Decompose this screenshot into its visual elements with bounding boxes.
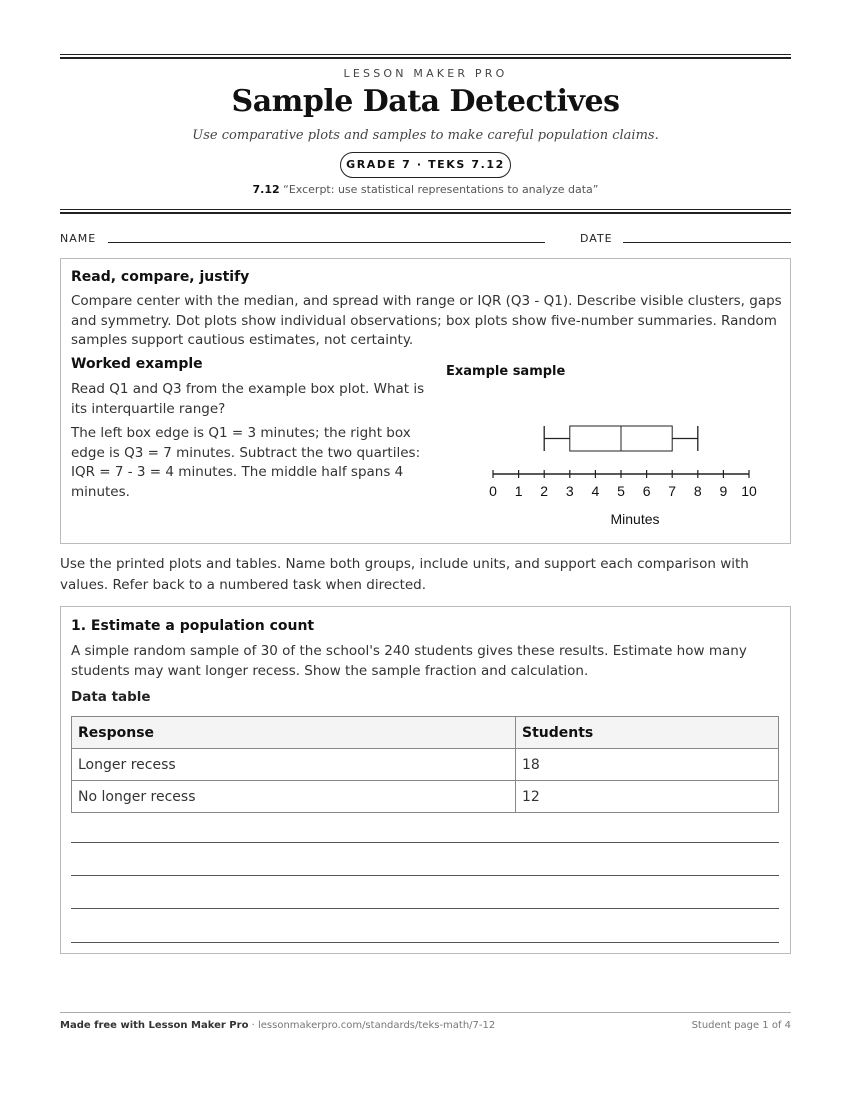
x-tick-label: 4 [591,483,600,499]
x-tick-label: 1 [514,483,523,499]
task-1-card [60,606,791,954]
x-tick-label: 8 [693,483,702,499]
x-axis-label: Minutes [610,511,660,527]
x-tick-label: 10 [741,483,757,499]
task-1-heading: 1. Estimate a population count [71,618,315,634]
name-field[interactable] [108,242,545,243]
task-1-body: A simple random sample of 30 of the school's 240 students gives these results. Estimate how many students may want longer recess. Show the sample fraction and calculation. [71,643,747,679]
example-box-plot [471,414,771,534]
x-tick-label: 6 [642,483,651,499]
footer-made-with: Made free with Lesson Maker Pro [60,1020,249,1031]
worked-example-question: Read Q1 and Q3 from the example box plot. What is its interquartile range? [71,381,425,417]
x-tick-label: 2 [540,483,549,499]
answer-line[interactable] [71,908,779,909]
table-cell: 18 [516,749,779,781]
page-title: Sample Data Detectives [231,84,620,119]
instructions-text: Use the printed plots and tables. Name both groups, include units, and support each comparison with values. Refer back to a numbered task when directed. [60,556,749,593]
standard-excerpt: “Excerpt: use statistical representations to analyze data” [283,183,599,196]
intro-card [60,258,791,544]
page-subtitle: Use comparative plots and samples to make careful population claims. [192,128,659,143]
brand-name: LESSON MAKER PRO [343,67,508,80]
answer-line[interactable] [71,842,779,843]
intro-heading: Read, compare, justify [71,269,250,285]
date-field[interactable] [623,242,791,243]
date-label: DATE [580,232,613,245]
x-tick-label: 9 [719,483,728,499]
table-row [72,749,779,781]
footer-page-number: Student page 1 of 4 [691,1020,791,1031]
table-row [72,781,779,813]
x-tick-label: 0 [489,483,497,499]
name-label: NAME [60,232,97,245]
table-cell: No longer recess [72,781,516,813]
column-header-students: Students [516,717,779,749]
answer-line[interactable] [71,875,779,876]
chart-title: Example sample [446,364,566,379]
footer-url: · lessonmakerpro.com/standards/teks-math/7-12 [248,1020,496,1031]
intro-body: Compare center with the median, and spread with range or IQR (Q3 - Q1). Describe visible clusters, gaps and symmetry. Dot plots show individual observations; box plots show five-number summaries. Random samples support cautious estimates, not certainty. [71,293,782,348]
standard-code: 7.12 [252,183,280,196]
table-cell: 12 [516,781,779,813]
x-tick-label: 3 [565,483,574,499]
table-header-row [72,717,779,749]
standard-line [60,183,791,196]
x-tick-label: 5 [617,483,625,499]
data-table-label: Data table [71,689,151,705]
footer-credit [60,1020,495,1031]
worked-example-heading: Worked example [71,356,203,372]
worked-example-answer: The left box edge is Q1 = 3 minutes; the right box edge is Q3 = 7 minutes. Subtract the two quartiles: IQR = 7 - 3 = 4 minutes. The middle half spans 4 minutes. [71,425,421,500]
x-tick-label: 7 [668,483,677,499]
column-header-response: Response [72,717,516,749]
table-cell: Longer recess [72,749,516,781]
footer-rule [60,1012,791,1013]
grade-badge: GRADE 7 · TEKS 7.12 [340,152,511,178]
top-double-rule [60,54,791,59]
header-bottom-double-rule [60,209,791,214]
data-table [71,716,779,813]
answer-line[interactable] [71,942,779,943]
